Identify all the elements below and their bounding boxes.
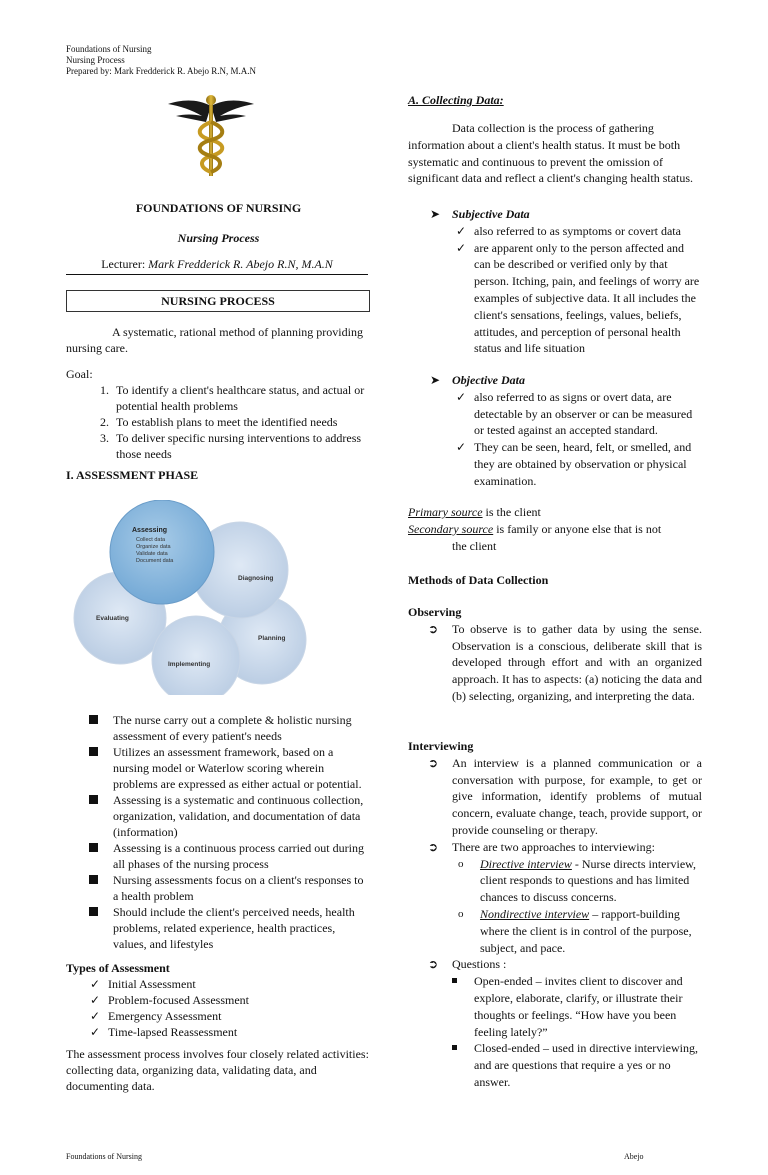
- course-subtitle: Nursing Process: [177, 231, 260, 245]
- goal-label: Goal:: [66, 367, 93, 381]
- check-icon: ✓: [456, 223, 467, 238]
- interviewing-heading: Interviewing: [408, 739, 474, 753]
- diagram-assessing-item: Organize data: [136, 544, 171, 550]
- check-icon: ✓: [456, 440, 467, 455]
- check-icon: ✓: [90, 977, 101, 991]
- diagram-diagnosing-label: Diagnosing: [238, 575, 274, 582]
- footer-author: Abejo: [624, 1152, 644, 1161]
- assessment-bullets: [66, 712, 371, 952]
- methods-heading: Methods of Data Collection: [408, 573, 549, 587]
- list-item: ✓ Problem-focused Assessment: [90, 993, 249, 1007]
- list-item: ✓ Emergency Assessment: [90, 1009, 222, 1023]
- secondary-source-text: is family or anyone else that is not: [493, 521, 662, 536]
- list-item: ✓ also referred to as signs or overt data, are detectable by an observer or can be measured or tested against an accepted standard.: [456, 389, 693, 438]
- approach-list: [452, 856, 702, 957]
- list-item: Should include the client's perceived needs, health problems, related experience, health practices, values, and lifestyles: [113, 904, 371, 952]
- interviewing-block: [408, 738, 702, 1091]
- nursing-process-diagram: [70, 500, 310, 695]
- section-title-box: NURSING PROCESS: [66, 290, 370, 312]
- list-item: Closed-ended – used in directive interviewing, and are questions that require a yes or no answer.: [474, 1040, 702, 1090]
- lecturer-label: Lecturer:: [101, 257, 146, 271]
- secondary-source-continued: the client: [452, 538, 497, 553]
- lecturer-line: [66, 256, 368, 274]
- list-item: o Directive interview - Nurse directs interview, client responds to questions and has limited chances to discuss concerns.: [458, 856, 697, 905]
- diagram-assessing-label: Assessing: [132, 527, 168, 534]
- list-item: Assessing is a systematic and continuous collection, organization, validation, and documentation of data (information): [113, 792, 371, 840]
- subjective-list: [408, 223, 702, 357]
- objective-title: Objective Data: [452, 373, 525, 387]
- observing-list: [408, 621, 702, 705]
- diagram-assessing-item: Document data: [136, 558, 174, 564]
- check-icon: ✓: [456, 389, 467, 404]
- collecting-data-title: A. Collecting Data:: [408, 93, 504, 107]
- list-item: ➲ Questions : Open-ended – invites client to discover and explore, elaborate, clarify, or illustrate their thoughts or feelings. “How have you been feeling lately?” Closed-ended – used in directive interviewing, and are questions that require a yes or no answer.: [452, 956, 702, 1090]
- sources-block: [408, 504, 702, 554]
- footer-course: Foundations of Nursing: [66, 1152, 142, 1161]
- diagram-assessing-item: Collect data: [136, 537, 166, 543]
- list-item: Nursing assessments focus on a client's responses to a health problem: [113, 872, 371, 904]
- goals-block: [66, 366, 371, 462]
- arrow-bullet-icon: ➤: [430, 373, 441, 387]
- primary-source-text: is the client: [482, 505, 541, 519]
- types-block: [66, 960, 371, 1040]
- closing-text: The assessment process involves four closely related activities: collecting data, organizing data, validating data, and documenting data.: [66, 1047, 369, 1093]
- primary-source-label: Primary source: [408, 505, 483, 519]
- header-topic: Nursing Process: [66, 55, 125, 65]
- check-icon: ✓: [90, 993, 101, 1007]
- check-icon: ✓: [456, 240, 467, 255]
- arrow-icon: ➲: [428, 839, 439, 854]
- arrow-icon: ➲: [428, 621, 439, 636]
- types-heading: Types of Assessment: [66, 961, 170, 975]
- objective-block: [408, 372, 702, 490]
- list-item: ➲ To observe is to gather data by using the sense. Observation is a conscious, deliberate skill that is developed through effort and with an organized approach. It has to aspects: (a) noticing the data and (b) selecting, organizing, and interpreting the data.: [428, 621, 702, 703]
- observing-heading: Observing: [408, 605, 462, 619]
- course-title: FOUNDATIONS OF NURSING: [135, 201, 302, 215]
- definition-text: A systematic, rational method of planning providing nursing care.: [66, 325, 363, 355]
- observing-block: [408, 604, 702, 705]
- phase-heading: I. ASSESSMENT PHASE: [66, 468, 199, 482]
- list-item: Utilizes an assessment framework, based on a nursing model or Waterlow scoring wherein problems are expressed as either actual or potential.: [113, 744, 371, 792]
- header-course: Foundations of Nursing: [66, 44, 152, 54]
- list-item: ➲ There are two approaches to interviewing: o Directive interview - Nurse directs interview, client responds to questions and has limited chances to discuss concerns. o Nondirective interview – rapport-building where the client is in control of the purpose, subject, and pace.: [452, 839, 702, 957]
- interviewing-list: [408, 755, 702, 1091]
- page-header: [66, 44, 256, 77]
- diagram-planning-label: Planning: [258, 635, 286, 642]
- list-item: Open-ended – invites client to discover and explore, elaborate, clarify, or illustrate their thoughts or feelings. “How have you been feeling lately?”: [474, 973, 702, 1040]
- header-author: Prepared by: Mark Fredderick R. Abejo R.N, M.A.N: [66, 66, 256, 76]
- check-icon: ✓: [90, 1009, 101, 1023]
- list-item: The nurse carry out a complete & holistic nursing assessment of every patient's needs: [113, 712, 371, 744]
- list-item: ➲ An interview is a planned communication or a conversation with purpose, for example, to get or give information, identify problems of mutual concern, evaluate change, teach, provide support, or provide counseling or therapy.: [428, 755, 702, 837]
- list-item: ✓ Initial Assessment: [90, 977, 196, 991]
- list-item: ✓ They can be seen, heard, felt, or smelled, and they are obtained by observation or physical examination.: [456, 440, 692, 488]
- diagram-implementing-label: Implementing: [168, 661, 211, 668]
- lecturer-name: Mark Fredderick R. Abejo R.N, M.A.N: [148, 257, 333, 271]
- list-item: ✓ also referred to as symptoms or covert data: [456, 223, 681, 238]
- subjective-block: [408, 206, 702, 357]
- list-item: 2. To establish plans to meet the identified needs: [112, 414, 371, 430]
- objective-list: [408, 389, 702, 490]
- assessment-list: [66, 712, 371, 952]
- diagram-evaluating-label: Evaluating: [96, 615, 129, 622]
- list-item: 3. To deliver specific nursing interventions to address those needs: [112, 430, 371, 462]
- list-item: ✓ Time-lapsed Reassessment: [90, 1025, 238, 1039]
- list-item: Assessing is a continuous process carried out during all phases of the nursing process: [113, 840, 371, 872]
- diagram-assessing-item: Validate data: [136, 551, 168, 557]
- arrow-bullet-icon: ➤: [430, 207, 441, 221]
- arrow-icon: ➲: [428, 957, 439, 972]
- check-icon: ✓: [90, 1025, 101, 1039]
- goal-list: [66, 382, 371, 462]
- collecting-data-intro: Data collection is the process of gathering information about a client's health status. It must be both systematic and continuous to prevent the omission of significant data and reflect a client's changing health status.: [408, 121, 694, 186]
- list-item: ✓ are apparent only to the person affected and can be described or verified only by that person. Itching, pain, and feelings of worry are examples of subjective data. It all includes the client's sensations, feelings, values, beliefs, attitudes, and perception of personal health status and life situation: [456, 240, 700, 356]
- subjective-title: Subjective Data: [452, 207, 530, 221]
- list-item: o Nondirective interview – rapport-building where the client is in control of the purpose, subject, and pace.: [458, 906, 692, 955]
- secondary-source-label: Secondary source: [408, 521, 494, 536]
- question-types-list: [452, 973, 702, 1091]
- list-item: 1. To identify a client's healthcare status, and actual or potential health problems: [112, 382, 371, 414]
- arrow-icon: ➲: [428, 755, 439, 770]
- caduceus-icon: [166, 92, 256, 180]
- types-list: [66, 976, 371, 1040]
